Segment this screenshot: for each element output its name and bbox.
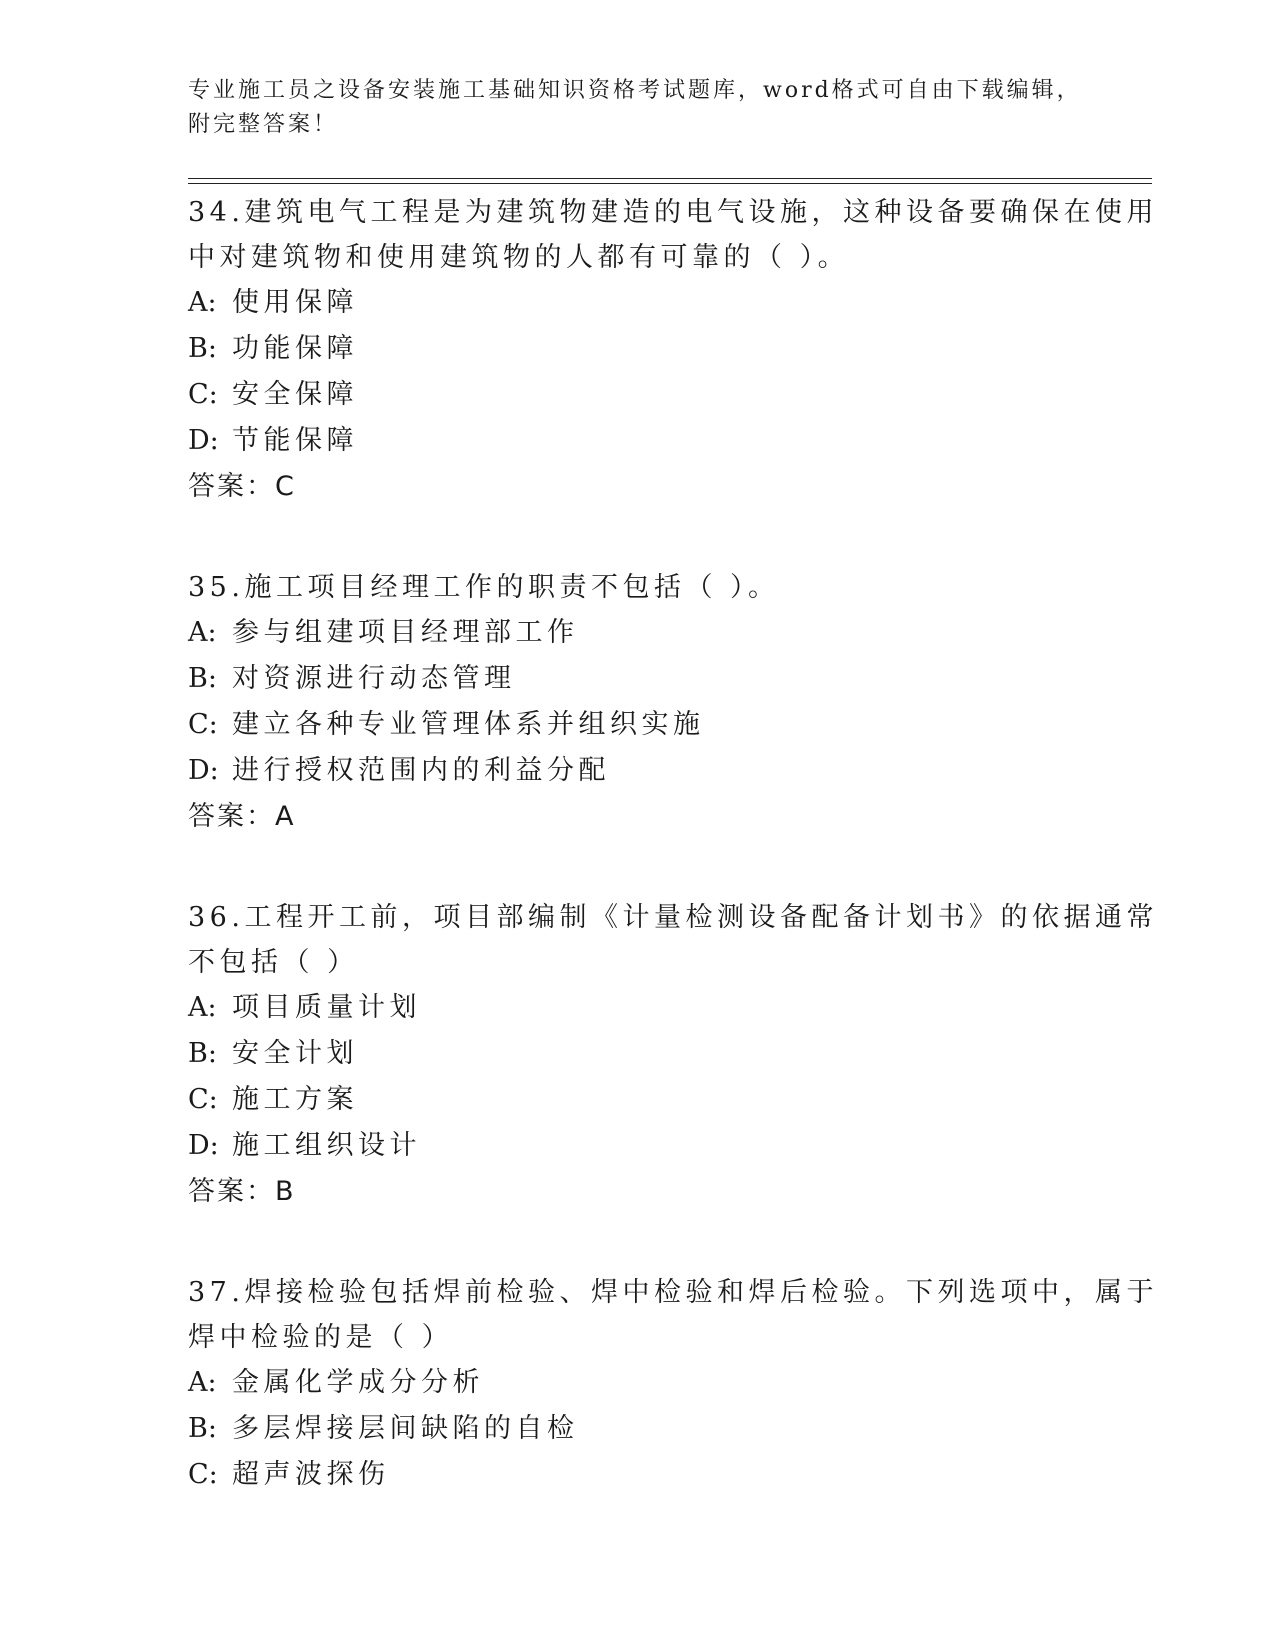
option-b — [188, 326, 1088, 372]
option-c — [188, 372, 1088, 418]
option-b — [188, 1406, 1088, 1452]
option-text: 多层焊接层间缺陷的自检 — [232, 1413, 579, 1444]
option-a — [188, 610, 1088, 656]
option-label: A: — [188, 617, 217, 648]
question-stem: 37.焊接检验包括焊前检验、焊中检验和焊后检验。下列选项中，属于 — [188, 1277, 1158, 1308]
option-label: C: — [188, 709, 218, 740]
document-header — [188, 74, 1082, 142]
question-34 — [188, 190, 1158, 510]
option-text: 安全计划 — [232, 1038, 358, 1069]
option-label: D: — [188, 755, 219, 786]
option-b — [188, 1031, 1088, 1077]
question-stem: 36.工程开工前，项目部编制《计量检测设备配备计划书》的依据通常 — [188, 902, 1158, 933]
option-c — [188, 1077, 1088, 1123]
option-b — [188, 656, 1088, 702]
question-stem: 34.建筑电气工程是为建筑物建造的电气设施，这种设备要确保在使用 — [188, 197, 1158, 228]
option-label: C: — [188, 379, 218, 410]
question-35 — [188, 565, 1088, 840]
option-label: B: — [188, 663, 217, 694]
option-label: A: — [188, 992, 217, 1023]
option-d — [188, 1123, 1088, 1169]
header-divider-top — [188, 178, 1152, 179]
answer: 答案：A — [188, 801, 296, 832]
header-line-1: 专业施工员之设备安装施工基础知识资格考试题库，word格式可自由下载编辑， — [188, 78, 1082, 103]
option-label: A: — [188, 1367, 217, 1398]
option-text: 建立各种专业管理体系并组织实施 — [232, 709, 705, 740]
option-label: B: — [188, 1413, 217, 1444]
question-stem: 不包括（ ） — [188, 947, 359, 978]
option-label: A: — [188, 287, 217, 318]
option-a — [188, 985, 1088, 1031]
option-text: 超声波探伤 — [232, 1459, 390, 1490]
question-36 — [188, 895, 1158, 1215]
option-a — [188, 280, 1088, 326]
option-label: D: — [188, 1130, 219, 1161]
header-divider-bottom — [188, 183, 1152, 184]
option-label: C: — [188, 1084, 218, 1115]
question-37 — [188, 1270, 1158, 1498]
option-text: 施工方案 — [232, 1084, 358, 1115]
option-d — [188, 418, 1088, 464]
option-label: D: — [188, 425, 219, 456]
option-d — [188, 748, 1088, 794]
option-text: 参与组建项目经理部工作 — [232, 617, 579, 648]
option-label: B: — [188, 333, 217, 364]
option-text: 节能保障 — [232, 425, 358, 456]
option-text: 金属化学成分分析 — [232, 1367, 484, 1398]
question-list — [188, 190, 1158, 1553]
answer: 答案：B — [188, 1176, 296, 1207]
question-stem: 35.施工项目经理工作的职责不包括（ ）。 — [188, 572, 780, 603]
question-stem: 焊中检验的是（ ） — [188, 1322, 454, 1353]
option-label: B: — [188, 1038, 217, 1069]
option-a — [188, 1360, 1088, 1406]
option-text: 使用保障 — [232, 287, 358, 318]
answer: 答案：C — [188, 471, 296, 502]
option-text: 项目质量计划 — [232, 992, 421, 1023]
option-text: 安全保障 — [232, 379, 358, 410]
question-stem: 中对建筑物和使用建筑物的人都有可靠的（ ）。 — [188, 242, 850, 273]
header-line-2: 附完整答案！ — [188, 112, 339, 137]
option-text: 功能保障 — [232, 333, 358, 364]
option-text: 对资源进行动态管理 — [232, 663, 516, 694]
option-text: 施工组织设计 — [232, 1130, 421, 1161]
option-label: C: — [188, 1459, 218, 1490]
option-text: 进行授权范围内的利益分配 — [232, 755, 610, 786]
option-c — [188, 1452, 1088, 1498]
option-c — [188, 702, 1088, 748]
